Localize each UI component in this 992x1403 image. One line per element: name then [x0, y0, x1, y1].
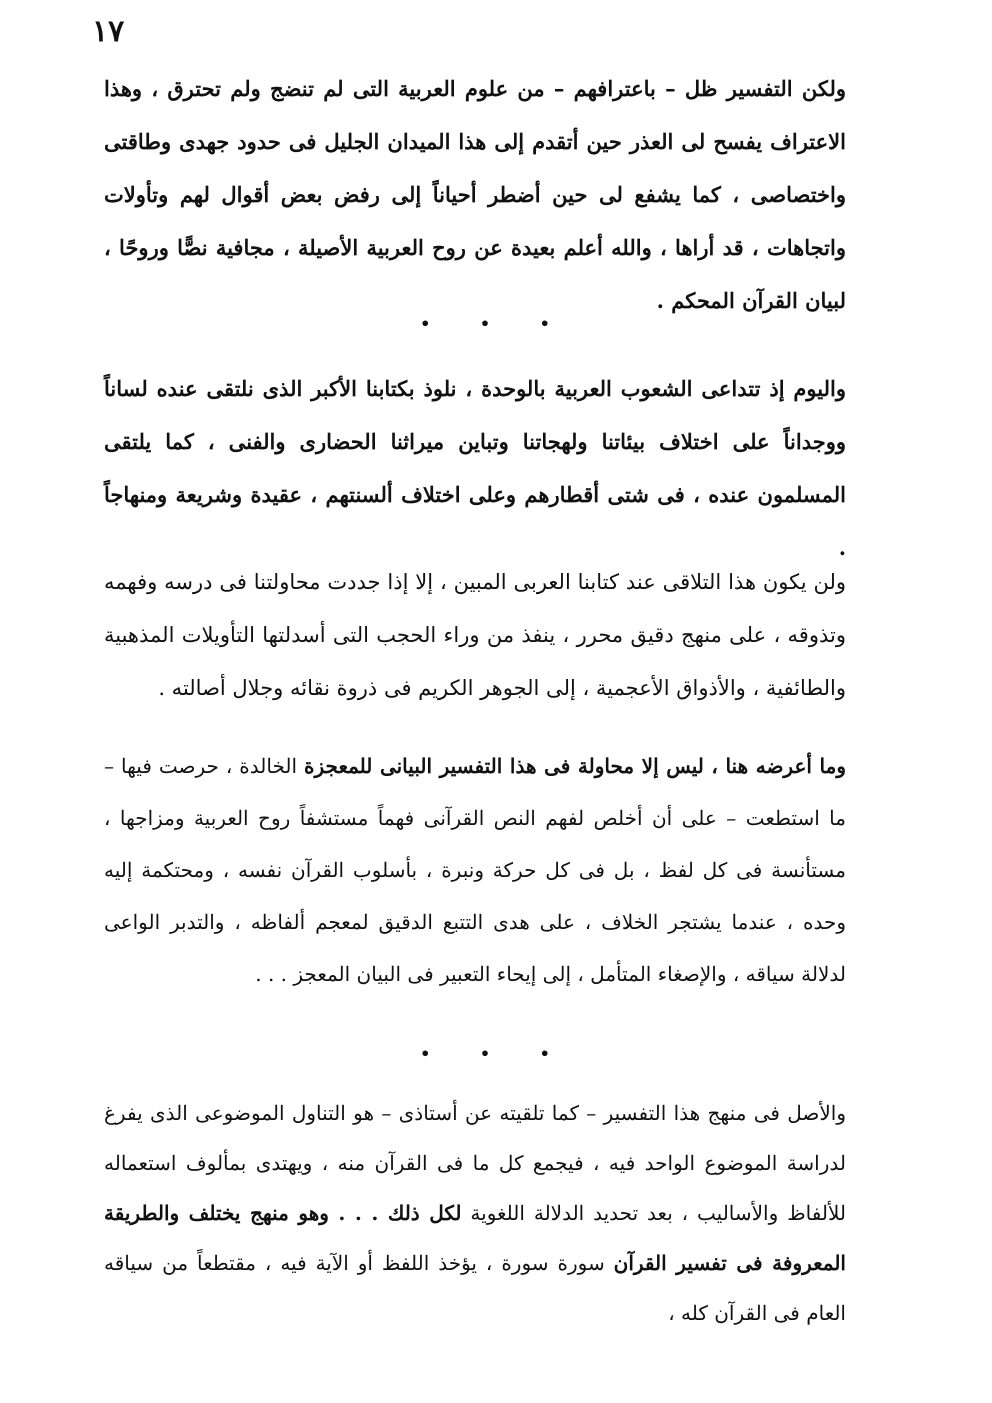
paragraph-5: [104, 1088, 846, 1338]
paragraph-4-rest: الخالدة ، حرصت فيها – ما استطعت – على أن أخلص لفهم النص القرآنى فهماً مستشفاً روح العربية ومزاجها ، مستأنسة فى كل لفظ ، بل فى كل حركة ونبرة ، بأسلوب القرآن نفسه ، ومحتكمة إليه وحده ، عندما يشتجر الخلاف ، على هدى التتبع الدقيق لمعجم ألفاظه ، والتدبر الواعى لدلالة سياقه ، والإصغاء المتأمل ، إلى إيحاء التعبير فى البيان المعجز . . .: [104, 754, 846, 986]
paragraph-2: واليوم إذ تتداعى الشعوب العربية بالوحدة ، نلوذ بكتابنا الأكبر الذى نلتقى عنده لساناً ووجداناً على اختلاف بيئاتنا ولهجاتنا وتباين ميراثنا الحضارى والفنى ، كما يلتقى المسلمون عنده ، فى شتى أقطارهم وعلى اختلاف ألسنتهم ، عقيدة وشريعة ومنهاجاً .: [104, 376, 846, 560]
paragraph-3: ولن يكون هذا التلاقى عند كتابنا العربى المبين ، إلا إذا جددت محاولتنا فى درسه وفهمه وتذوقه ، على منهج دقيق محرر ، ينفذ من وراء الحجب التى أسدلتها التأويلات المذهبية والطائفية ، والأذواق الأعجمية ، إلى الجوهر الكريم فى ذروة نقائه وجلال أصالته .: [104, 570, 846, 700]
paragraph-1: ولكن التفسير ظل – باعترافهم – من علوم العربية التى لم تنضج ولم تحترق ، وهذا الاعتراف يفسح لى العذر حين أتقدم إلى هذا الميدان الجليل فى حدود جهدى وطاقتى واختصاصى ، كما يشفع لى حين أضطر أحياناً إلى رفض بعض أقوال لهم وتأولات واتجاهات ، قد أراها ، والله أعلم بعيدة عن روح العربية الأصيلة ، مجافية نصًّا وروحًا ، لبيان القرآن المحكم .: [104, 76, 846, 313]
paragraph-5-part-c: سورة سورة ، يؤخذ اللفظ أو الآية فيه ، مقتطعاً من سياقه العام فى القرآن كله ،: [104, 1251, 846, 1325]
section-separator-2: • • •: [420, 1044, 572, 1063]
paragraph-4-lead: وما أعرضه هنا ، ليس إلا محاولة فى هذا التفسير البيانى للمعجزة: [304, 754, 846, 778]
paragraph-5-part-b: لكل ذلك . . . وهو منهج يختلف والطريقة المعروفة فى تفسير القرآن: [104, 1201, 846, 1275]
page-number: ١٧: [92, 14, 125, 49]
paragraph-5-part-a: والأصل فى منهج هذا التفسير – كما تلقيته عن أستاذى – هو التناول الموضوعى الذى يفرغ لدراسة الموضوع الواحد فيه ، فيجمع كل ما فى القرآن منه ، ويهتدى بمألوف استعماله للألفاظ والأساليب ، بعد تحديد الدلالة اللغوية: [104, 1101, 847, 1225]
paragraph-4: [104, 740, 846, 1000]
section-separator-1: • • •: [420, 314, 572, 333]
